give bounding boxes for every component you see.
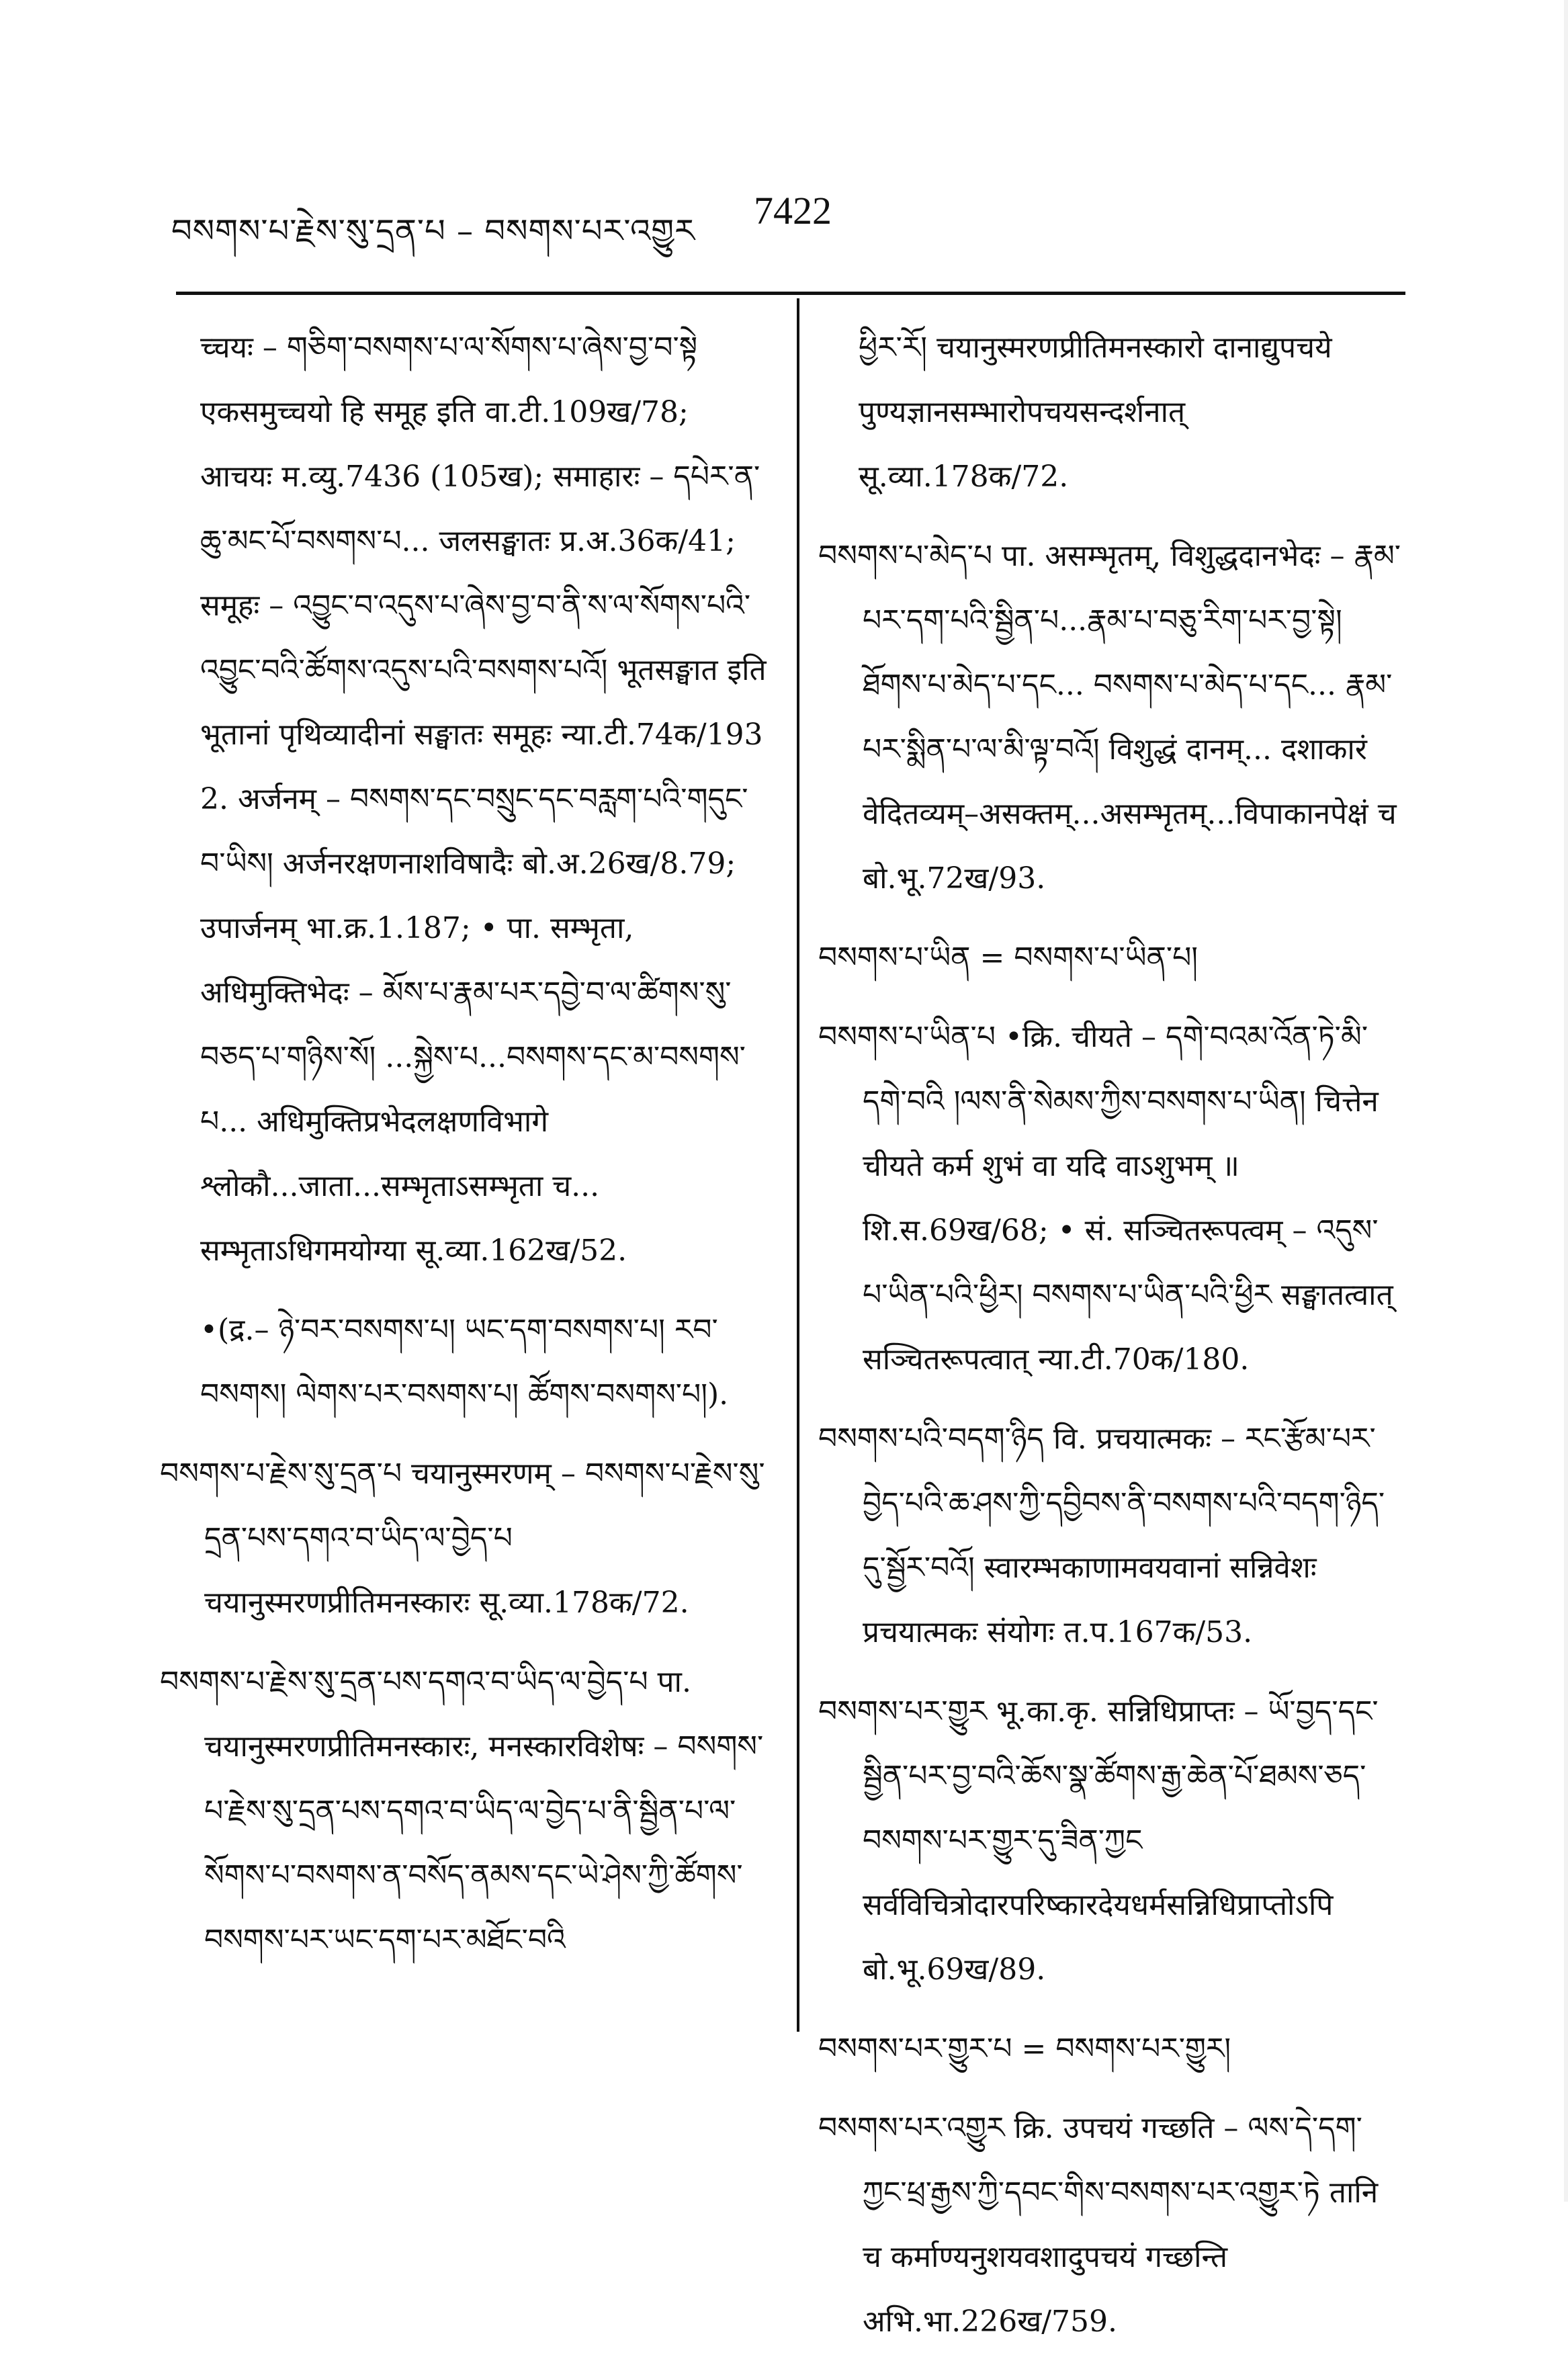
right-column xyxy=(818,316,1403,2369)
dictionary-entry: བསགས་པ་མེད་པ पा. असम्भृतम्, विशुद्धदानभेदः – རྣམ་པར་དག་པའི་སྦྱིན་པ...རྣམ་པ་བཅུ་རིག་པར་བྱ་སྟེ། ཐོགས་པ་མེད་པ་དང... བསགས་པ་མེད་པ་དང... རྣམ་པར་སྨིན་པ་ལ་མི་ལྟ་བའོ། विशुद्धं दानम्... दशाकारं वेदितव्यम्–असक्तम्...असम्भृतम्...विपाकानपेक्षं च बो.भू.72ख/93. xyxy=(818,539,1401,896)
column-divider xyxy=(797,298,799,2032)
left-column xyxy=(160,316,768,1987)
dictionary-entry: བསགས་པ་ཡིན = བསགས་པ་ཡིན་པ། xyxy=(818,941,1199,975)
dictionary-entry: བསགས་པ་ཡིན་པ •क्रि. चीयते – དགེ་བའམ་འོན་ཏེ་མི་དགེ་བའི །ལས་ནི་སེམས་ཀྱིས་བསགས་པ་ཡིན། चित्तेन चीयते कर्म शुभं वा यदि वाऽशुभम् ॥ शि.स.69ख/68; • सं. सञ्चितरूपत्वम् – འདུས་པ་ཡིན་པའི་ཕྱིར། བསགས་པ་ཡིན་པའི་ཕྱིར सङ्घातत्वात् सञ्चितरूपत्वात् न्या.टी.70क/180. xyxy=(818,1020,1393,1377)
dictionary-entry: བསགས་པ་རྗེས་སུ་དྲན་པ चयानुस्मरणम् – བསགས་པ་རྗེས་སུ་དྲན་པས་དགའ་བ་ཡིད་ལ་བྱེད་པ चयानुस्मरणप्रीतिमनस्कारः सू.व्या.178क/72. xyxy=(160,1457,765,1620)
dictionary-entry: བསགས་པར་གྱུར་པ = བསགས་པར་གྱུར། xyxy=(818,2032,1231,2066)
dictionary-entry: བསགས་པའི་བདག་ཉིད वि. प्रचयात्मकः – རང་རྩོམ་པར་བྱེད་པའི་ཆ་ཤས་ཀྱི་དབྱིབས་ནི་བསགས་པའི་བདག་ཉིད་དུ་སྦྱོར་བའོ། स्वारम्भकाणामवयवानां सन्निवेशः प्रचयात्मकः संयोगः त.प.167क/53. xyxy=(818,1422,1385,1649)
dictionary-entry: བསགས་པར་གྱུར भू.का.कृ. सन्निधिप्राप्तः – ཡོ་བྱད་དང་སྦྱིན་པར་བྱ་བའི་ཆོས་སྣ་ཚོགས་རྒྱ་ཆེན་པོ་ཐམས་ཅད་བསགས་པར་གྱུར་དུ་ཟིན་ཀྱང सर्वविचित्रोदारपरिष्कारदेयधर्मसन्निधिप्राप्तोऽपि बो.भू.69ख/89. xyxy=(818,1694,1379,1987)
dictionary-entry: བསགས་པ་རྗེས་སུ་དྲན་པས་དགའ་བ་ཡིད་ལ་བྱེད་པ पा. चयानुस्मरणप्रीतिमनस्कारः, मनस्कारविशेषः – བསགས་པ་རྗེས་སུ་དྲན་པས་དགའ་བ་ཡིད་ལ་བྱེད་པ་ནི་སྦྱིན་པ་ལ་སོགས་པ་བསགས་ན་བསོད་ནམས་དང་ཡེ་ཤེས་ཀྱི་ཚོགས་བསགས་པར་ཡང་དག་པར་མཐོང་བའི xyxy=(160,1665,764,1957)
dictionary-entry: བསགས་པར་འགྱུར क्रि. उपचयं गच्छति – ལས་དེ་དག་ཀྱང་ཕྲ་རྒྱས་ཀྱི་དབང་གིས་བསགས་པར་འགྱུར་ཏེ तानि च कर्माण्यनुशयवशादुपचयं गच्छन्ति अभि.भा.226ख/759. xyxy=(818,2111,1379,2339)
scan-edge xyxy=(1564,0,1568,2202)
page-number: 7422 xyxy=(754,189,832,232)
running-title: བསགས་པ་རྗེས་སུ་དྲན་པ – བསགས་པར་འགྱུར xyxy=(171,212,695,250)
dictionary-entry: ཕྱིར་རོ། चयानुस्मरणप्रीतिमनस्कारो दानाद्युपचये पुण्यज्ञानसम्भारोपचयसन्दर्शनात् सू.व्या.178क/72. xyxy=(859,331,1332,494)
header-rule xyxy=(176,292,1405,295)
dictionary-entry: च्चयः – གཅིག་བསགས་པ་ལ་སོགས་པ་ཞེས་བྱ་བ་སྟེ एकसमुच्चयो हि समूह इति वा.टी.109ख/78; आचयः म.व्यु.7436 (105ख); समाहारः – དཔེར་ན་ཆུ་མང་པོ་བསགས་པ... जलसङ्घातः प्र.अ.36क/41; समूहः – འབྱུང་བ་འདུས་པ་ཞེས་བྱ་བ་ནི་ས་ལ་སོགས་པའི་འབྱུང་བའི་ཚོགས་འདུས་པའི་བསགས་པའོ། भूतसङ्घात इति भूतानां पृथिव्यादीनां सङ्घातः समूहः न्या.टी.74क/193 2. अर्जनम् – བསགས་དང་བསྲུང་དང་བརླག་པའི་གདུང་བ་ཡིས། अर्जनरक्षणनाशविषादैः बो.अ.26ख/8.79; उपार्जनम् भा.क्र.1.187; • पा. सम्भृता, अधिमुक्तिभेदः – མོས་པ་རྣམ་པར་དབྱེ་བ་ལ་ཚིགས་སུ་བཅད་པ་གཉིས་སོ། ...སྐྱེས་པ...བསགས་དང་མ་བསགས་པ... अधिमुक्तिप्रभेदलक्षणविभागे श्लोकौ...जाता...सम्भृताऽसम्भृता च... सम्भृताऽधिगमयोग्या सू.व्या.162ख/52. xyxy=(200,331,767,1268)
dictionary-entry: •(द्र.– ཉེ་བར་བསགས་པ། ཡང་དག་བསགས་པ། རབ་བསགས། ལེགས་པར་བསགས་པ། ཚོགས་བསགས་པ།). xyxy=(200,1313,729,1412)
